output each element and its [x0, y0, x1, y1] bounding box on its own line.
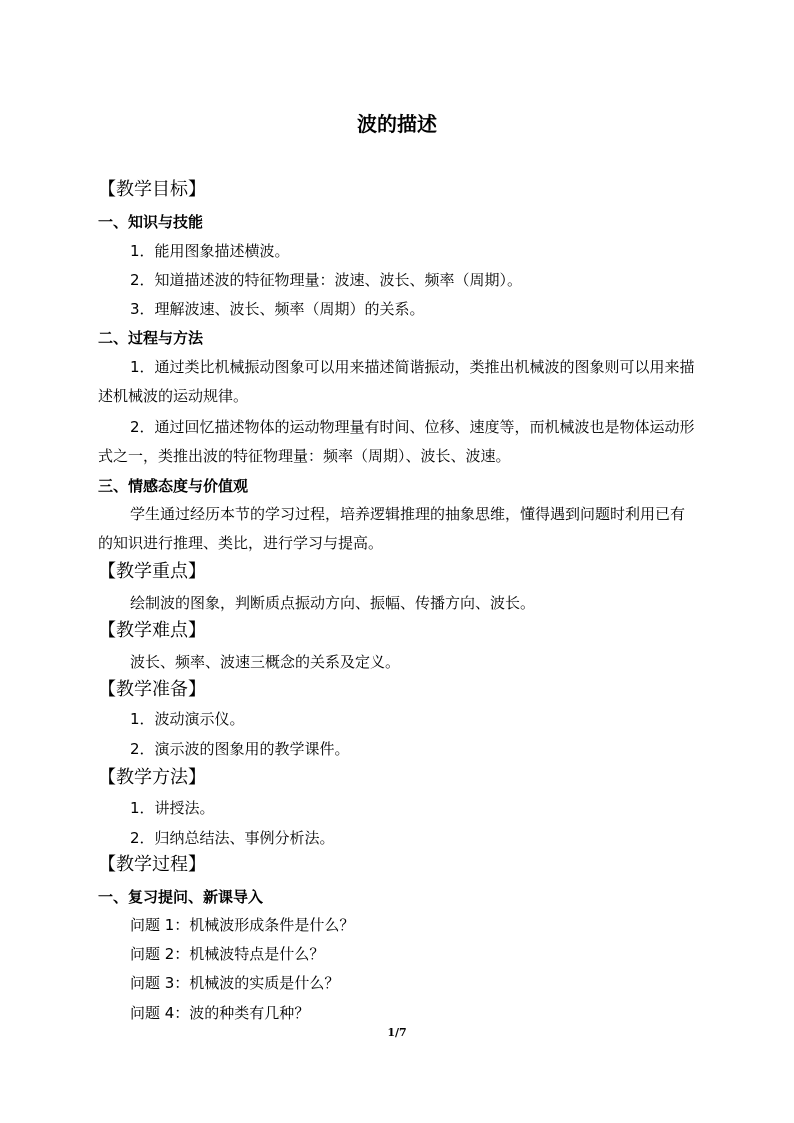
process-item-1: 1．通过类比机械振动图象可以用来描述简谐振动，类推出机械波的图象则可以用来描述机械波的运动规律。 [98, 358, 695, 405]
process-heading: 二、过程与方法 [98, 329, 204, 347]
key-points-text: 绘制波的图象，判断质点振动方向、振幅、传播方向、波长。 [130, 594, 536, 612]
method-item-1: 1．讲授法。 [130, 799, 215, 817]
knowledge-heading: 一、知识与技能 [98, 213, 204, 231]
process-item-2: 2．通过回忆描述物体的运动物理量有时间、位移、速度等，而机械波也是物体运动形式之一，类推出波的特征物理量：频率（周期）、波长、波速。 [98, 418, 695, 465]
difficulty-text: 波长、频率、波速三概念的关系及定义。 [130, 653, 401, 671]
method-heading: 【教学方法】 [98, 767, 206, 788]
knowledge-item-3: 3．理解波速、波长、频率（周期）的关系。 [130, 300, 425, 318]
question-2: 问题 2：机械波特点是什么？ [130, 945, 325, 963]
attitude-paragraph: 学生通过经历本节的学习过程，培养逻辑推理的抽象思维，懂得遇到问题时利用已有的知识进行推理、类比，进行学习与提高。 [98, 505, 686, 552]
question-3: 问题 3：机械波的实质是什么？ [130, 974, 340, 992]
knowledge-item-2: 2．知道描述波的特征物理量：波速、波长、频率（周期）。 [130, 271, 523, 289]
review-heading: 一、复习提问、新课导入 [98, 888, 264, 906]
key-points-heading: 【教学重点】 [98, 561, 206, 582]
page-number: 1/7 [387, 1026, 407, 1039]
goals-heading: 【教学目标】 [98, 179, 206, 200]
question-4: 问题 4：波的种类有几种？ [130, 1004, 310, 1022]
preparation-item-1: 1．波动演示仪。 [130, 710, 245, 728]
question-1: 问题 1：机械波形成条件是什么？ [130, 916, 355, 934]
preparation-heading: 【教学准备】 [98, 679, 206, 700]
attitude-heading: 三、情感态度与价值观 [98, 477, 249, 495]
method-item-2: 2．归纳总结法、事例分析法。 [130, 829, 335, 847]
procedure-heading: 【教学过程】 [98, 854, 206, 875]
difficulty-heading: 【教学难点】 [98, 620, 206, 641]
knowledge-item-1: 1．能用图象描述横波。 [130, 242, 290, 260]
preparation-item-2: 2．演示波的图象用的教学课件。 [130, 740, 350, 758]
page-title: 波的描述 [357, 112, 437, 136]
